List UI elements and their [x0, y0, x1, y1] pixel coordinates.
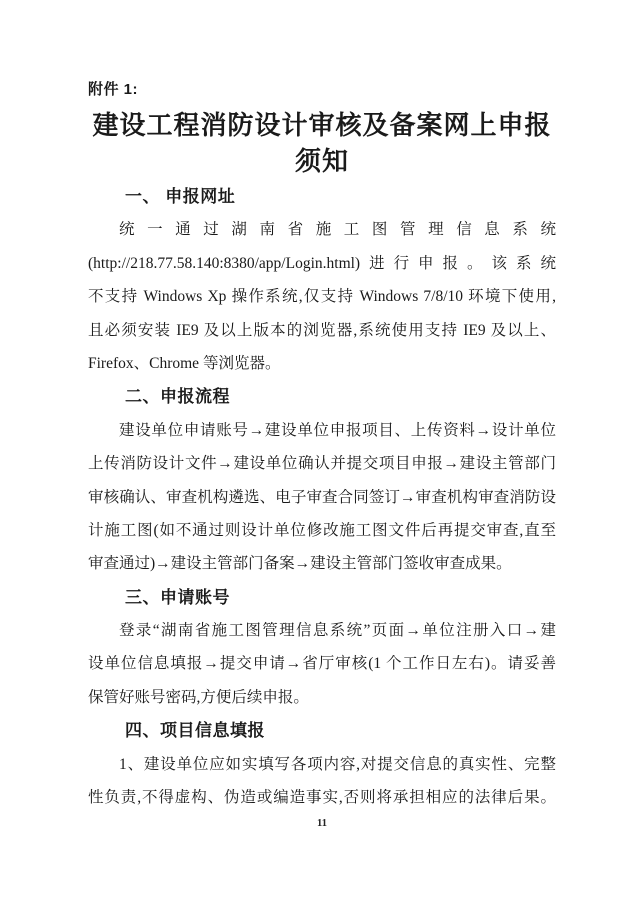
section-heading-4: 四、项目信息填报 — [125, 721, 265, 741]
paragraph-line: 上传消防设计文件→建设单位确认并提交项目申报→建设主管部门 — [88, 455, 556, 473]
section-heading-3: 三、申请账号 — [125, 587, 230, 607]
paragraph-line: 审核确认、审查机构遴选、电子审查合同签订→审查机构审查消防设 — [88, 488, 556, 506]
paragraph-line: 1、建设单位应如实填写各项内容,对提交信息的真实性、完整 — [119, 755, 556, 773]
page-number: 11 — [317, 818, 327, 830]
paragraph-line: 保管好账号密码,方便后续申报。 — [88, 688, 309, 706]
paragraph-line: 且必须安装 IE9 及以上版本的浏览器,系统使用支持 IE9 及以上、 — [88, 321, 556, 339]
section-heading-2: 二、申报流程 — [125, 387, 230, 407]
paragraph-line: 建设单位申请账号→建设单位申报项目、上传资料→设计单位 — [119, 421, 556, 439]
paragraph-line: 设单位信息填报→提交申请→省厅审核(1 个工作日左右)。请妥善 — [88, 655, 556, 673]
paragraph-line: 统一通过湖南省施工图管理信息系统 — [119, 221, 556, 239]
section-heading-1: 一、 申报网址 — [125, 187, 236, 206]
paragraph-line: Firefox、Chrome 等浏览器。 — [88, 354, 281, 372]
paragraph-line: 性负责,不得虚构、伪造或编造事实,否则将承担相应的法律后果。 — [88, 789, 556, 807]
title-line-2: 须知 — [294, 147, 349, 176]
paragraph-line: 登录“湖南省施工图管理信息系统”页面→单位注册入口→建 — [119, 622, 556, 640]
paragraph-line: 计施工图(如不通过则设计单位修改施工图文件后再提交审查,直至 — [88, 521, 556, 539]
document-title — [88, 108, 556, 180]
paragraph-line: (http://218.77.58.140:8380/app/Login.html)进行申报。该系统 — [88, 254, 556, 272]
title-line-1: 建设工程消防设计审核及备案网上申报 — [92, 111, 552, 140]
paragraph-line: 不支持 Windows Xp 操作系统,仅支持 Windows 7/8/10 环境下使用, — [88, 288, 556, 306]
paragraph-line: 审查通过)→建设主管部门备案→建设主管部门签收审查成果。 — [88, 555, 512, 573]
attachment-label: 附件 1: — [88, 81, 139, 98]
